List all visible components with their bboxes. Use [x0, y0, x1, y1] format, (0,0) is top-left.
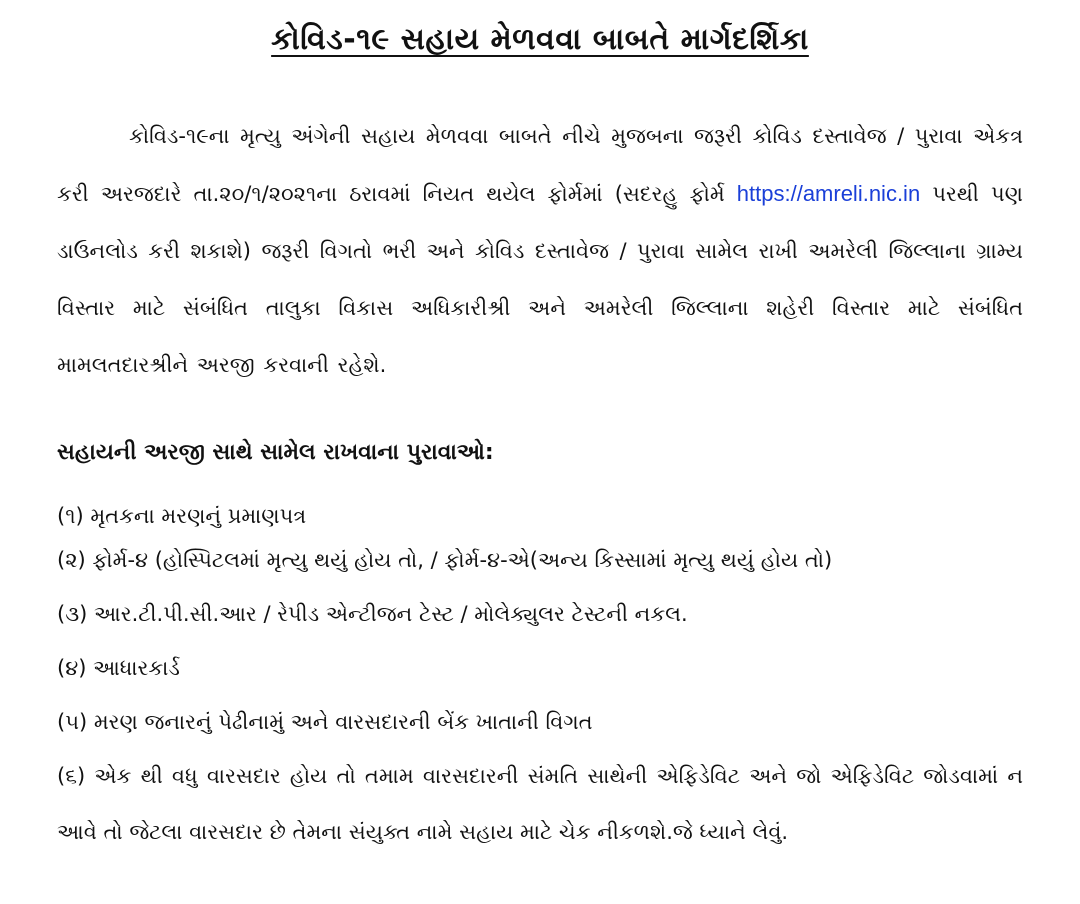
documents-subheading: સહાયની અરજી સાથે સામેલ રાખવાના પુરાવાઓ: — [57, 440, 494, 465]
list-item: (૨) ફોર્મ-૪ (હોસ્પિટલમાં મૃત્યુ થયું હોય તો, / ફોર્મ-૪-એ(અન્ય કિસ્સામાં મૃત્યુ થયું હોય તો) — [57, 548, 833, 572]
intro-paragraph — [57, 108, 1023, 394]
list-item: (૩) આર.ટી.પી.સી.આર / રેપીડ એન્ટીજન ટેસ્ટ / મોલેક્યુલર ટેસ્ટની નકલ. — [57, 602, 688, 626]
list-item: (૬) એક થી વધુ વારસદાર હોય તો તમામ વારસદારની સંમતિ સાથેની એફિડેવિટ અને જો એફિડેવિટ જોડવામાં ન આવે તો જેટલા વારસદાર છે તેમના સંયુક્ત નામે સહાય માટે ચેક નીકળશે.જે ધ્યાને લેવું. — [57, 764, 1023, 844]
list-item: (૧) મૃતકના મરણનું પ્રમાણપત્ર — [57, 504, 307, 528]
list-item: (૫) મરણ જનારનું પેઢીનામું અને વારસદારની બેંક ખાતાની વિગત — [57, 710, 593, 734]
intro-text-part-2: પરથી પણ ડાઉનલોડ કરી શકાશે) જરૂરી વિગતો ભરી અને કોવિડ દસ્તાવેજ / પુરાવા સામેલ રાખી અમરેલી જિલ્લાના ગ્રામ્ય વિસ્તાર માટે સંબંધિત તાલુકા વિકાસ અધિકારીશ્રી અને અમરેલી જિલ્લાના શહેરી વિસ્તાર માટે સંબંધિત મામલતદારશ્રીને અરજી કરવાની રહેશે. — [57, 182, 1023, 377]
document-title: કોવિડ-૧૯ સહાય મેળવવા બાબતે માર્ગદર્શિકા — [271, 22, 809, 57]
website-link[interactable]: https://amreli.nic.in — [736, 181, 921, 206]
list-item: (૪) આધારકાર્ડ — [57, 656, 180, 680]
intro-text-part-1: કોવિડ-૧૯ના મૃત્યુ અંગેની સહાય મેળવવા બાબતે નીચે મુજબના જરૂરી કોવિડ દસ્તાવેજ / પુરાવા એકત્ર કરી અરજદારે તા.૨૦/૧/૨૦૨૧ના ઠરાવમાં નિયત થયેલ ફોર્મમાં (સદરહુ ફોર્મ — [57, 124, 1023, 206]
